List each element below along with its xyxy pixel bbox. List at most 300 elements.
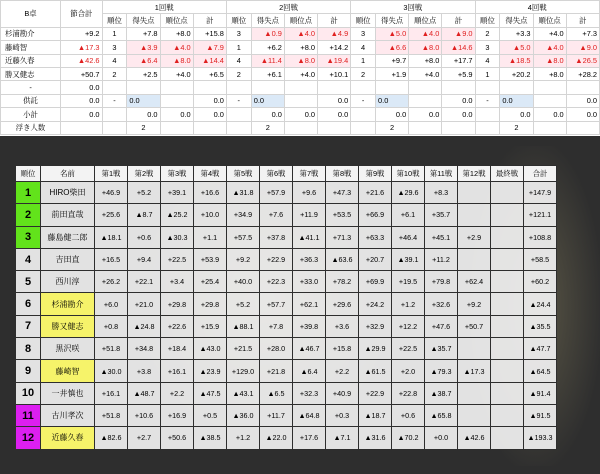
sheet-header-row bbox=[1, 1, 600, 14]
score-cell: ▲9.0 bbox=[566, 41, 599, 54]
standings-header: 第7戦 bbox=[293, 166, 326, 182]
sheet-subheader: 計 bbox=[318, 14, 351, 27]
subtotal-value: 0.0 bbox=[376, 108, 409, 121]
score-cell: ▲7.9 bbox=[193, 41, 226, 54]
player-name-cell: 前田直哉 bbox=[41, 204, 95, 226]
subtotal-value: 0.0 bbox=[160, 108, 193, 121]
score-value-cell: +16.1 bbox=[95, 382, 128, 404]
round-header: 3回戦 bbox=[351, 1, 475, 14]
score-value-cell: ▲43.0 bbox=[194, 338, 227, 360]
score-value-cell: +50.6 bbox=[161, 427, 194, 449]
score-cell: +9.7 bbox=[376, 54, 409, 67]
score-cell: 3 bbox=[475, 41, 500, 54]
score-value-cell: ▲18.1 bbox=[95, 226, 128, 248]
empty-cell bbox=[442, 121, 475, 134]
subtotal-value: 0.0 bbox=[193, 108, 226, 121]
empty-cell bbox=[409, 81, 442, 94]
kyotaku-value: 0.0 bbox=[376, 94, 409, 107]
score-cell: ▲5.0 bbox=[500, 41, 533, 54]
uki-label: 浮き人数 bbox=[1, 121, 61, 134]
score-value-cell bbox=[491, 204, 524, 226]
score-value-cell: ▲91.5 bbox=[524, 404, 557, 426]
score-cell: 1 bbox=[226, 41, 251, 54]
empty-cell bbox=[409, 94, 442, 107]
kyotaku-sum: 0.0 bbox=[318, 94, 351, 107]
score-value-cell: ▲23.9 bbox=[194, 360, 227, 382]
score-value-cell: +66.9 bbox=[359, 204, 392, 226]
score-cell: 3 bbox=[226, 27, 251, 40]
score-value-cell: +22.1 bbox=[128, 271, 161, 293]
sheet-subheader: 順位点 bbox=[284, 14, 317, 27]
kyotaku-value: 0.0 bbox=[127, 94, 160, 107]
score-value-cell: ▲193.3 bbox=[524, 427, 557, 449]
score-value-cell: ▲64.5 bbox=[524, 360, 557, 382]
score-value-cell: ▲46.7 bbox=[293, 338, 326, 360]
score-value-cell: +3.4 bbox=[161, 271, 194, 293]
sheet-player-row bbox=[1, 54, 600, 67]
score-cell: ▲8.0 bbox=[533, 54, 566, 67]
score-value-cell: ▲24.4 bbox=[524, 293, 557, 315]
sheet-subheader: 順位点 bbox=[409, 14, 442, 27]
score-cell: ▲6.4 bbox=[127, 54, 160, 67]
score-value-cell: ▲38.5 bbox=[194, 427, 227, 449]
score-cell: 1 bbox=[475, 67, 500, 80]
kyotaku-value: 0.0 bbox=[251, 94, 284, 107]
score-value-cell: +24.2 bbox=[359, 293, 392, 315]
score-value-cell: +15.8 bbox=[326, 338, 359, 360]
player-name: 勝又健志 bbox=[1, 67, 61, 80]
score-value-cell: +22.8 bbox=[392, 382, 425, 404]
score-value-cell: ▲79.3 bbox=[425, 360, 458, 382]
score-value-cell: ▲35.7 bbox=[425, 338, 458, 360]
score-value-cell: +58.5 bbox=[524, 248, 557, 270]
score-cell: 4 bbox=[102, 54, 127, 67]
score-value-cell: ▲6.5 bbox=[260, 382, 293, 404]
score-value-cell: +71.3 bbox=[326, 226, 359, 248]
score-value-cell: ▲31.8 bbox=[227, 182, 260, 204]
score-value-cell: +0.5 bbox=[194, 404, 227, 426]
score-value-cell: +16.1 bbox=[161, 360, 194, 382]
score-value-cell: +25.4 bbox=[194, 271, 227, 293]
score-cell: +1.9 bbox=[376, 67, 409, 80]
player-name-cell: 勝又健志 bbox=[41, 315, 95, 337]
empty-cell bbox=[500, 81, 533, 94]
score-cell: +8.0 bbox=[409, 54, 442, 67]
score-value-cell bbox=[458, 248, 491, 270]
score-value-cell: +29.8 bbox=[161, 293, 194, 315]
standings-row bbox=[16, 427, 557, 449]
empty-cell bbox=[533, 94, 566, 107]
score-value-cell: +26.2 bbox=[95, 271, 128, 293]
subtotal-label: 小計 bbox=[1, 108, 61, 121]
score-value-cell: +21.0 bbox=[128, 293, 161, 315]
score-value-cell: +57.9 bbox=[260, 182, 293, 204]
score-cell: +4.0 bbox=[533, 27, 566, 40]
score-cell: ▲19.4 bbox=[318, 54, 351, 67]
rank-cell: 4 bbox=[16, 248, 41, 270]
score-value-cell: +29.6 bbox=[326, 293, 359, 315]
score-value-cell: +0.0 bbox=[425, 427, 458, 449]
subtotal-value: 0.0 bbox=[533, 108, 566, 121]
score-value-cell: +32.3 bbox=[293, 382, 326, 404]
rank-cell: 11 bbox=[16, 404, 41, 426]
rank-cell: 10 bbox=[16, 382, 41, 404]
player-name-cell: 藤島健二郎 bbox=[41, 226, 95, 248]
player-total: +50.7 bbox=[61, 67, 102, 80]
score-cell: ▲3.9 bbox=[127, 41, 160, 54]
score-cell: +2.5 bbox=[127, 67, 160, 80]
score-value-cell: ▲88.1 bbox=[227, 315, 260, 337]
score-value-cell: +22.9 bbox=[260, 248, 293, 270]
score-value-cell: +0.6 bbox=[128, 226, 161, 248]
score-value-cell bbox=[491, 315, 524, 337]
standings-header: 第8戦 bbox=[326, 166, 359, 182]
empty-cell bbox=[351, 108, 376, 121]
empty-cell bbox=[475, 81, 500, 94]
score-value-cell: ▲38.7 bbox=[425, 382, 458, 404]
score-value-cell: +11.7 bbox=[260, 404, 293, 426]
standings-header: 第10戦 bbox=[392, 166, 425, 182]
player-name: 藤崎智 bbox=[1, 41, 61, 54]
kyotaku-sum: 0.0 bbox=[442, 94, 475, 107]
score-value-cell: +1.2 bbox=[227, 427, 260, 449]
score-value-cell: ▲31.6 bbox=[359, 427, 392, 449]
sheet-kyotaku-row bbox=[1, 94, 600, 107]
kyotaku-dash: - bbox=[226, 94, 251, 107]
score-value-cell: ▲43.1 bbox=[227, 382, 260, 404]
standings-header: 名前 bbox=[41, 166, 95, 182]
score-cell: 1 bbox=[351, 54, 376, 67]
rank-cell: 8 bbox=[16, 338, 41, 360]
round-header: 1回戦 bbox=[102, 1, 226, 14]
standings-table bbox=[15, 165, 557, 450]
subtotal-value: 0.0 bbox=[566, 108, 599, 121]
kyotaku-sum: 0.0 bbox=[566, 94, 599, 107]
score-value-cell: +3.6 bbox=[326, 315, 359, 337]
score-cell: +4.0 bbox=[409, 67, 442, 80]
score-cell: 4 bbox=[475, 54, 500, 67]
score-value-cell: +21.8 bbox=[260, 360, 293, 382]
standings-row bbox=[16, 404, 557, 426]
score-value-cell: +35.7 bbox=[425, 204, 458, 226]
rank-cell: 6 bbox=[16, 293, 41, 315]
empty-cell bbox=[251, 81, 284, 94]
score-value-cell: +129.0 bbox=[227, 360, 260, 382]
player-name-cell: 吉田直 bbox=[41, 248, 95, 270]
empty-cell bbox=[61, 121, 102, 134]
score-value-cell: +46.4 bbox=[392, 226, 425, 248]
standings-row bbox=[16, 204, 557, 226]
score-value-cell: +2.7 bbox=[128, 427, 161, 449]
score-value-cell: +20.7 bbox=[359, 248, 392, 270]
player-name-cell: 一井慎也 bbox=[41, 382, 95, 404]
score-value-cell: +28.0 bbox=[260, 338, 293, 360]
score-value-cell: +22.5 bbox=[161, 248, 194, 270]
score-value-cell: +7.8 bbox=[260, 315, 293, 337]
score-cell: +15.8 bbox=[193, 27, 226, 40]
score-value-cell bbox=[491, 338, 524, 360]
sheet-subheader: 順位 bbox=[351, 14, 376, 27]
score-value-cell: +9.2 bbox=[227, 248, 260, 270]
score-cell: ▲4.0 bbox=[533, 41, 566, 54]
sheet-player-row bbox=[1, 41, 600, 54]
score-value-cell: +108.8 bbox=[524, 226, 557, 248]
score-value-cell: ▲41.1 bbox=[293, 226, 326, 248]
score-value-cell: ▲91.4 bbox=[524, 382, 557, 404]
kyotaku-label: 供託 bbox=[1, 94, 61, 107]
score-value-cell: ▲70.2 bbox=[392, 427, 425, 449]
score-value-cell: +16.6 bbox=[194, 182, 227, 204]
score-cell: 2 bbox=[475, 27, 500, 40]
score-cell: +5.9 bbox=[442, 67, 475, 80]
score-cell: +7.8 bbox=[127, 27, 160, 40]
dash-total: 0.0 bbox=[61, 81, 102, 94]
score-cell: +17.7 bbox=[442, 54, 475, 67]
score-value-cell: +0.6 bbox=[392, 404, 425, 426]
standings-header: 第2戦 bbox=[128, 166, 161, 182]
score-value-cell bbox=[491, 404, 524, 426]
score-cell: ▲4.0 bbox=[284, 27, 317, 40]
score-value-cell bbox=[458, 338, 491, 360]
score-value-cell bbox=[458, 382, 491, 404]
sheet-player-row bbox=[1, 27, 600, 40]
score-value-cell: ▲47.7 bbox=[524, 338, 557, 360]
score-cell: ▲4.0 bbox=[160, 41, 193, 54]
sheet-subheader: 順位 bbox=[102, 14, 127, 27]
sheet-subheader: 順位 bbox=[475, 14, 500, 27]
score-cell: ▲14.6 bbox=[442, 41, 475, 54]
score-value-cell: ▲47.5 bbox=[194, 382, 227, 404]
score-value-cell: ▲63.6 bbox=[326, 248, 359, 270]
score-value-cell: +60.2 bbox=[524, 271, 557, 293]
standings-header: 第4戦 bbox=[194, 166, 227, 182]
standings-row bbox=[16, 293, 557, 315]
score-value-cell: +51.8 bbox=[95, 338, 128, 360]
score-value-cell: +50.7 bbox=[458, 315, 491, 337]
player-total: ▲42.6 bbox=[61, 54, 102, 67]
score-cell: ▲14.4 bbox=[193, 54, 226, 67]
score-value-cell: ▲24.8 bbox=[128, 315, 161, 337]
standings-row bbox=[16, 382, 557, 404]
score-cell: ▲11.4 bbox=[251, 54, 284, 67]
score-value-cell: ▲30.0 bbox=[95, 360, 128, 382]
player-total: ▲17.3 bbox=[61, 41, 102, 54]
rank-cell: 1 bbox=[16, 182, 41, 204]
rank-cell: 2 bbox=[16, 204, 41, 226]
score-cell: ▲5.0 bbox=[376, 27, 409, 40]
sheet-corner-label: B卓 bbox=[1, 1, 61, 28]
score-value-cell: +22.3 bbox=[260, 271, 293, 293]
score-value-cell: ▲7.1 bbox=[326, 427, 359, 449]
empty-cell bbox=[127, 81, 160, 94]
standings-header: 第9戦 bbox=[359, 166, 392, 182]
score-value-cell: +32.9 bbox=[359, 315, 392, 337]
score-cell: 4 bbox=[226, 54, 251, 67]
score-value-cell: ▲25.2 bbox=[161, 204, 194, 226]
score-value-cell: ▲29.6 bbox=[392, 182, 425, 204]
empty-cell bbox=[102, 108, 127, 121]
sheet-total-header: 節合計 bbox=[61, 1, 102, 28]
standings-row bbox=[16, 360, 557, 382]
player-name-cell: 杉浦勘介 bbox=[41, 293, 95, 315]
standings-header: 第5戦 bbox=[227, 166, 260, 182]
score-value-cell bbox=[491, 360, 524, 382]
score-value-cell: +17.6 bbox=[293, 427, 326, 449]
score-cell: ▲18.5 bbox=[500, 54, 533, 67]
score-value-cell: +8.3 bbox=[425, 182, 458, 204]
empty-cell bbox=[226, 121, 251, 134]
score-value-cell: +63.3 bbox=[359, 226, 392, 248]
score-value-cell: +1.2 bbox=[392, 293, 425, 315]
score-value-cell: +0.3 bbox=[326, 404, 359, 426]
kyotaku-total: 0.0 bbox=[61, 94, 102, 107]
uki-count: 2 bbox=[376, 121, 409, 134]
subtotal-value: 0.0 bbox=[442, 108, 475, 121]
score-value-cell: +2.9 bbox=[458, 226, 491, 248]
round-score-sheet bbox=[0, 0, 600, 135]
empty-cell bbox=[102, 81, 127, 94]
score-cell: +8.0 bbox=[284, 41, 317, 54]
score-value-cell: +34.8 bbox=[128, 338, 161, 360]
score-value-cell: +11.9 bbox=[293, 204, 326, 226]
score-value-cell: ▲6.4 bbox=[293, 360, 326, 382]
score-cell: +20.2 bbox=[500, 67, 533, 80]
score-value-cell: ▲17.3 bbox=[458, 360, 491, 382]
score-value-cell: +25.6 bbox=[95, 204, 128, 226]
score-value-cell: +22.5 bbox=[392, 338, 425, 360]
score-value-cell: ▲18.7 bbox=[359, 404, 392, 426]
empty-cell bbox=[318, 81, 351, 94]
rank-cell: 3 bbox=[16, 226, 41, 248]
empty-cell bbox=[351, 121, 376, 134]
score-value-cell: +3.8 bbox=[128, 360, 161, 382]
standings-header: 最終戦 bbox=[491, 166, 524, 182]
empty-cell bbox=[475, 121, 500, 134]
score-cell: 4 bbox=[351, 41, 376, 54]
uki-count: 2 bbox=[127, 121, 160, 134]
score-value-cell: ▲35.5 bbox=[524, 315, 557, 337]
player-name: 近藤久春 bbox=[1, 54, 61, 67]
sheet-subheader: 順位点 bbox=[533, 14, 566, 27]
score-cell: 3 bbox=[102, 41, 127, 54]
empty-cell bbox=[193, 121, 226, 134]
score-cell: +7.3 bbox=[566, 27, 599, 40]
score-value-cell: +37.8 bbox=[260, 226, 293, 248]
score-value-cell: ▲64.8 bbox=[293, 404, 326, 426]
score-cell: +6.1 bbox=[251, 67, 284, 80]
score-value-cell bbox=[491, 248, 524, 270]
rank-cell: 7 bbox=[16, 315, 41, 337]
subtotal-total: 0.0 bbox=[61, 108, 102, 121]
sheet-subtotal-row bbox=[1, 108, 600, 121]
score-value-cell: ▲29.9 bbox=[359, 338, 392, 360]
score-value-cell: +39.8 bbox=[293, 315, 326, 337]
standings-row bbox=[16, 271, 557, 293]
score-value-cell: +5.2 bbox=[227, 293, 260, 315]
dash-label: - bbox=[1, 81, 61, 94]
kyotaku-sum: 0.0 bbox=[193, 94, 226, 107]
score-cell: ▲8.0 bbox=[160, 54, 193, 67]
round-header: 4回戦 bbox=[475, 1, 599, 14]
score-cell: 3 bbox=[351, 27, 376, 40]
score-value-cell: +12.2 bbox=[392, 315, 425, 337]
sheet-subheader: 順位 bbox=[226, 14, 251, 27]
empty-cell bbox=[284, 94, 317, 107]
empty-cell bbox=[318, 121, 351, 134]
subtotal-value: 0.0 bbox=[500, 108, 533, 121]
score-value-cell: +121.1 bbox=[524, 204, 557, 226]
standings-header: 第3戦 bbox=[161, 166, 194, 182]
empty-cell bbox=[566, 81, 599, 94]
standings-header: 順位 bbox=[16, 166, 41, 182]
score-value-cell: +29.8 bbox=[194, 293, 227, 315]
season-standings-board bbox=[0, 136, 600, 474]
score-value-cell: ▲39.1 bbox=[392, 248, 425, 270]
score-value-cell: +53.5 bbox=[326, 204, 359, 226]
score-value-cell: +62.1 bbox=[293, 293, 326, 315]
score-value-cell: +16.9 bbox=[161, 404, 194, 426]
score-cell: 2 bbox=[351, 67, 376, 80]
score-value-cell: +40.9 bbox=[326, 382, 359, 404]
score-cell: +14.2 bbox=[318, 41, 351, 54]
subtotal-value: 0.0 bbox=[127, 108, 160, 121]
score-cell: +6.5 bbox=[193, 67, 226, 80]
score-value-cell: +147.9 bbox=[524, 182, 557, 204]
sheet-subheader: 得失点 bbox=[376, 14, 409, 27]
subtotal-value: 0.0 bbox=[284, 108, 317, 121]
score-cell: ▲0.9 bbox=[251, 27, 284, 40]
standings-row bbox=[16, 182, 557, 204]
score-value-cell bbox=[458, 204, 491, 226]
score-value-cell: +7.6 bbox=[260, 204, 293, 226]
score-value-cell: +34.9 bbox=[227, 204, 260, 226]
score-cell: +28.2 bbox=[566, 67, 599, 80]
empty-cell bbox=[160, 94, 193, 107]
score-value-cell: +5.2 bbox=[128, 182, 161, 204]
score-value-cell: +46.9 bbox=[95, 182, 128, 204]
kyotaku-dash: - bbox=[351, 94, 376, 107]
standings-header: 第1戦 bbox=[95, 166, 128, 182]
score-value-cell bbox=[491, 182, 524, 204]
score-value-cell: ▲82.6 bbox=[95, 427, 128, 449]
sheet-uki-row bbox=[1, 121, 600, 134]
score-value-cell: +2.2 bbox=[161, 382, 194, 404]
score-value-cell: +9.6 bbox=[293, 182, 326, 204]
score-value-cell: +16.5 bbox=[95, 248, 128, 270]
score-cell: ▲6.6 bbox=[376, 41, 409, 54]
empty-cell bbox=[284, 81, 317, 94]
uki-count: 2 bbox=[500, 121, 533, 134]
score-cell: 2 bbox=[226, 67, 251, 80]
score-value-cell: +39.1 bbox=[161, 182, 194, 204]
score-value-cell: +11.2 bbox=[425, 248, 458, 270]
sheet-subheader: 計 bbox=[442, 14, 475, 27]
score-value-cell: +78.2 bbox=[326, 271, 359, 293]
empty-cell bbox=[533, 121, 566, 134]
empty-cell bbox=[160, 121, 193, 134]
score-value-cell: +32.6 bbox=[425, 293, 458, 315]
score-value-cell: +9.2 bbox=[458, 293, 491, 315]
score-cell: ▲4.9 bbox=[318, 27, 351, 40]
empty-cell bbox=[160, 81, 193, 94]
player-name-cell: 藤崎智 bbox=[41, 360, 95, 382]
score-value-cell: ▲36.0 bbox=[227, 404, 260, 426]
score-value-cell bbox=[458, 404, 491, 426]
score-value-cell: +10.6 bbox=[128, 404, 161, 426]
score-value-cell: +53.9 bbox=[194, 248, 227, 270]
subtotal-value: 0.0 bbox=[318, 108, 351, 121]
kyotaku-dash: - bbox=[475, 94, 500, 107]
